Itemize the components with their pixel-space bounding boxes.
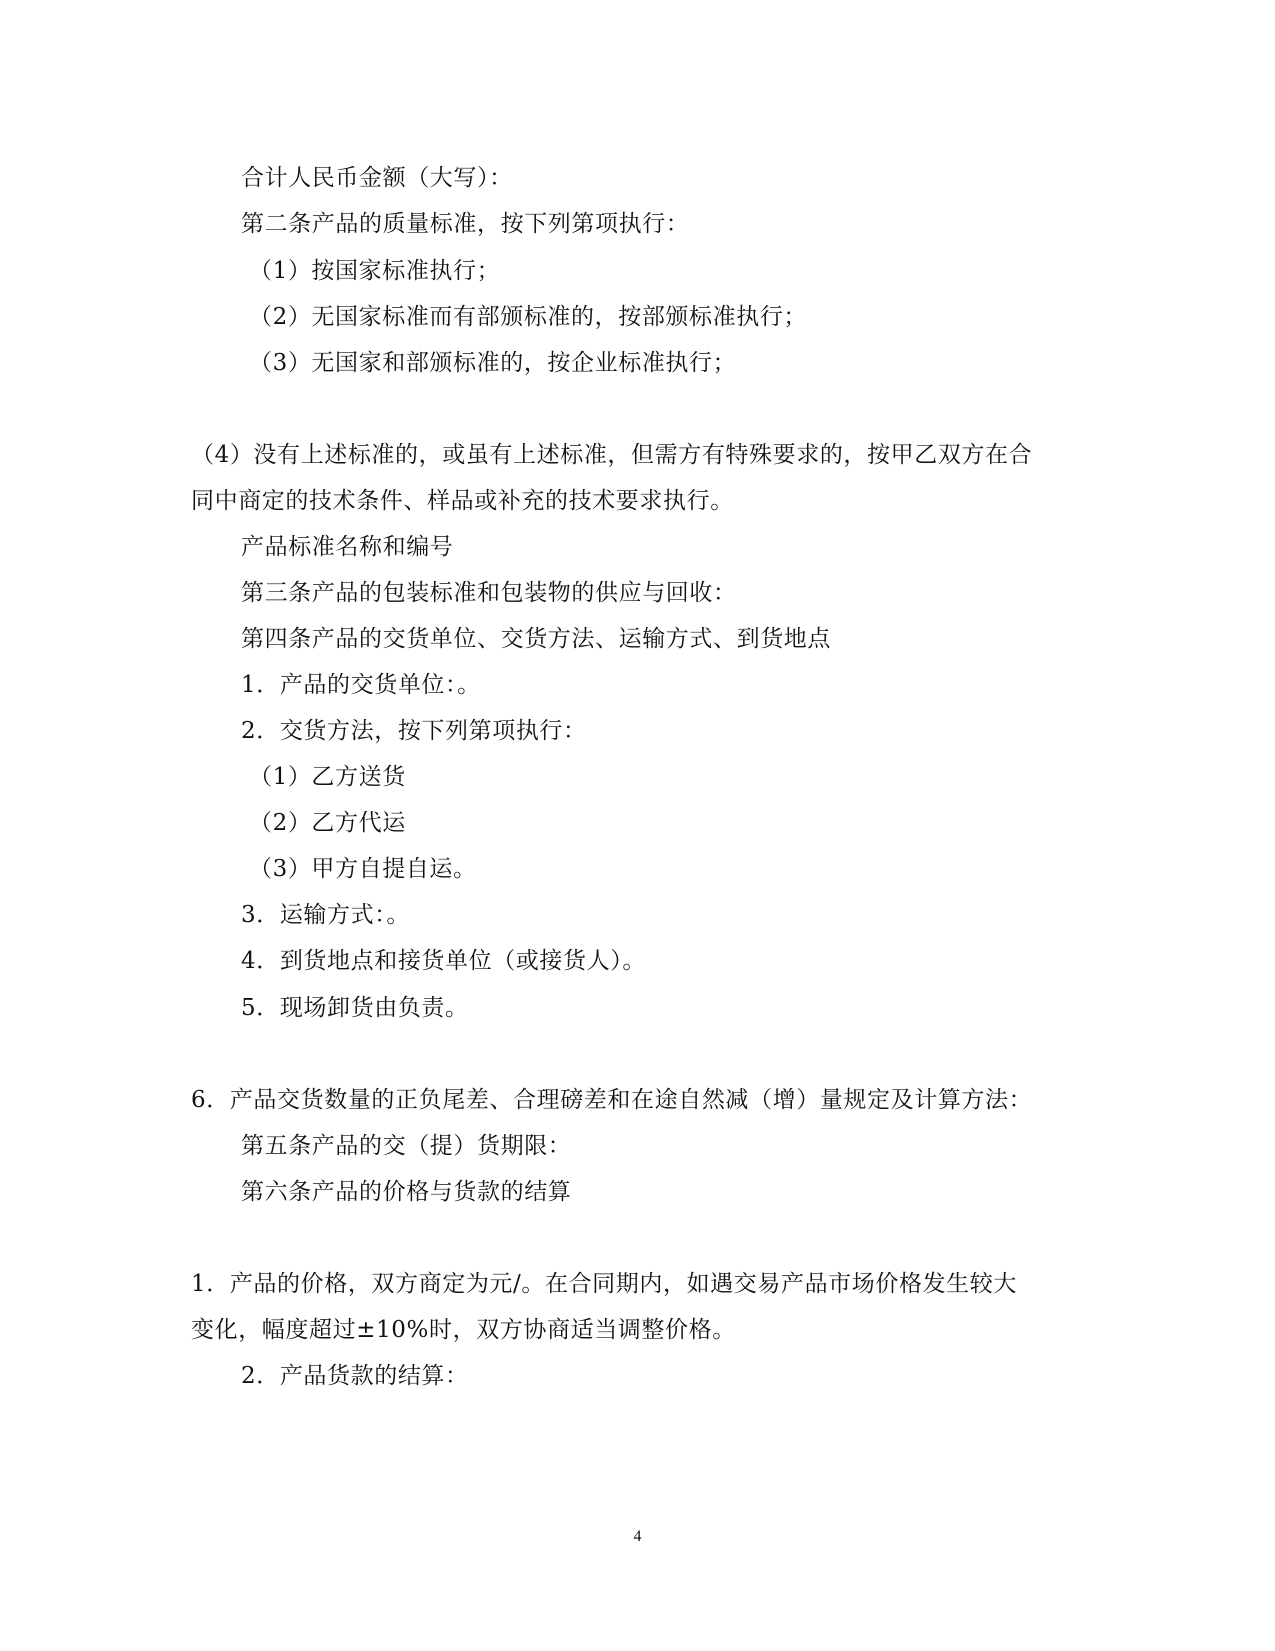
- text-line-method-3: （3）甲方自提自运。: [249, 856, 477, 882]
- text-line-item-2: （2）无国家标准而有部颁标准的，按部颁标准执行；: [249, 304, 808, 330]
- text-line-delivery-unit: 1．产品的交货单位：。: [241, 672, 481, 698]
- text-line-item-1: （1）按国家标准执行；: [249, 258, 501, 284]
- text-line-item-4-cont: 同中商定的技术条件、样品或补充的技术要求执行。: [191, 488, 734, 514]
- text-line-article-2: 第二条产品的质量标准，按下列第项执行：: [241, 211, 690, 237]
- text-line-delivery-method: 2．交货方法，按下列第项执行：: [241, 718, 587, 744]
- text-line-destination: 4．到货地点和接货单位（或接货人）。: [241, 948, 646, 974]
- text-line-quantity-rules: 6．产品交货数量的正负尾差、合理磅差和在途自然减（增）量规定及计算方法：: [191, 1087, 1033, 1113]
- text-line-article-5: 第五条产品的交（提）货期限：: [241, 1133, 572, 1159]
- text-line-price: 1．产品的价格，双方商定为元/。在合同期内，如遇交易产品市场价格发生较大: [191, 1271, 1017, 1297]
- text-line-price-cont: 变化，幅度超过±10%时，双方协商适当调整价格。: [191, 1317, 736, 1343]
- text-line-transport: 3．运输方式：。: [241, 902, 410, 928]
- text-line-settlement: 2．产品货款的结算：: [241, 1363, 469, 1389]
- text-line-method-1: （1）乙方送货: [249, 764, 406, 790]
- text-line-article-6: 第六条产品的价格与货款的结算: [241, 1179, 572, 1205]
- text-line-standard-name: 产品标准名称和编号: [241, 534, 454, 560]
- text-line-total-amount: 合计人民币金额（大写）：: [241, 165, 513, 191]
- text-line-item-3: （3）无国家和部颁标准的，按企业标准执行；: [249, 350, 737, 376]
- text-line-method-2: （2）乙方代运: [249, 810, 406, 836]
- text-line-item-4: （4）没有上述标准的，或虽有上述标准，但需方有特殊要求的，按甲乙双方在合: [191, 442, 1033, 468]
- text-line-unloading: 5．现场卸货由负责。: [241, 995, 469, 1021]
- text-line-article-4: 第四条产品的交货单位、交货方法、运输方式、到货地点: [241, 626, 831, 652]
- text-line-article-3: 第三条产品的包装标准和包装物的供应与回收：: [241, 580, 737, 606]
- page-number: 4: [633, 1528, 642, 1545]
